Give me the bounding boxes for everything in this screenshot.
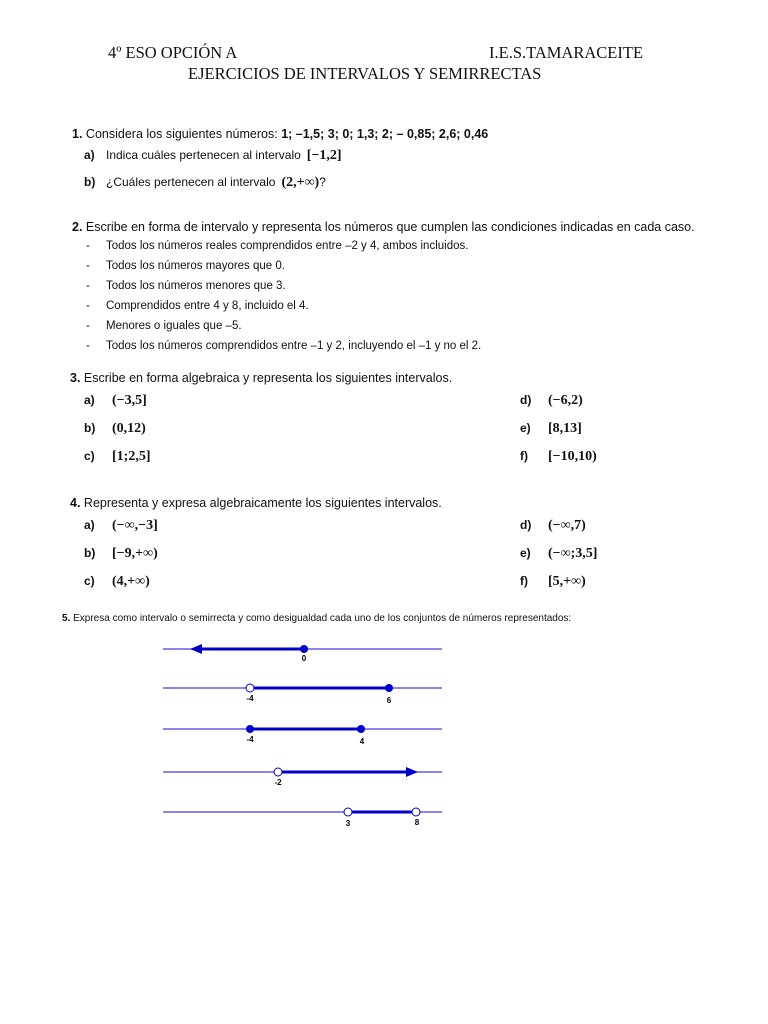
- question-5-text: Expresa como intervalo o semirrecta y como desigualdad cada uno de los conjuntos de números representados:: [73, 613, 572, 624]
- question-4f: f) [5,+∞): [520, 574, 586, 589]
- open-endpoint: [246, 684, 254, 692]
- question-2-item: - Comprendidos entre 4 y 8, incluido el 4.: [86, 300, 309, 312]
- question-2-item: - Todos los números menores que 3.: [86, 280, 286, 292]
- question-3d: d) (−6,2): [520, 393, 583, 408]
- tick-label: 3: [345, 819, 351, 828]
- question-3-text: Escribe en forma algebraica y representa los siguientes intervalos.: [83, 371, 453, 385]
- question-5: [62, 613, 571, 624]
- question-4: [70, 496, 442, 510]
- question-1b-end: ?: [319, 175, 326, 189]
- number-line-2: [163, 684, 442, 705]
- tick-label: 0: [301, 654, 307, 663]
- question-1a-math: [−1,2]: [306, 148, 342, 163]
- question-1b-text: ¿Cuáles pertenecen al intervalo: [106, 175, 276, 189]
- question-1-number: 1.: [72, 127, 83, 141]
- page-title: EJERCICIOS DE INTERVALOS Y SEMIRRECTAS: [188, 64, 542, 83]
- question-2-text: Escribe en forma de intervalo y representa los números que cumplen las condiciones indicadas en cada caso.: [85, 220, 695, 234]
- question-4-text: Representa y expresa algebraicamente los siguientes intervalos.: [83, 496, 442, 510]
- question-4-number: 4.: [70, 496, 81, 510]
- question-4d: d) (−∞,7): [520, 518, 586, 533]
- question-3e: e) [8,13]: [520, 421, 582, 436]
- tick-label: -4: [246, 735, 254, 744]
- question-1a-label: a): [84, 148, 95, 162]
- closed-endpoint: [385, 684, 393, 692]
- header-left: 4º ESO OPCIÓN A: [108, 43, 238, 62]
- arrow-left-icon: [190, 644, 202, 654]
- question-1b: [84, 175, 326, 191]
- question-1b-math: (2,+∞): [281, 175, 320, 190]
- question-1b-label: b): [84, 175, 96, 189]
- closed-endpoint: [300, 645, 308, 653]
- number-line-1: [163, 644, 442, 663]
- open-endpoint: [344, 808, 352, 816]
- tick-label: 8: [414, 818, 420, 827]
- question-4b: b) [−9,+∞): [84, 546, 158, 561]
- question-3: [70, 371, 452, 385]
- question-3f: f) [−10,10): [520, 449, 597, 464]
- question-1a-text: Indica cuáles pertenecen al intervalo: [106, 148, 301, 162]
- header-right: I.E.S.TAMARACEITE: [489, 43, 644, 62]
- question-1-numbers: 1; –1,5; 3; 0; 1,3; 2; – 0,85; 2,6; 0,46: [281, 127, 489, 141]
- question-3c: c) [1;2,5]: [84, 449, 151, 464]
- closed-endpoint: [246, 725, 254, 733]
- open-endpoint: [412, 808, 420, 816]
- tick-label: -2: [274, 778, 282, 787]
- question-2-item: - Todos los números comprendidos entre –1 y 2, incluyendo el –1 y no el 2.: [86, 340, 482, 352]
- question-2-item: - Menores o iguales que –5.: [86, 320, 242, 332]
- number-line-3: [163, 725, 442, 746]
- tick-label: 4: [359, 737, 365, 746]
- open-endpoint: [274, 768, 282, 776]
- question-1a: [84, 148, 342, 164]
- question-4c: c) (4,+∞): [84, 574, 150, 589]
- number-line-5: [163, 808, 442, 828]
- question-3-number: 3.: [70, 371, 81, 385]
- question-2: [72, 220, 695, 234]
- tick-label: -4: [246, 694, 254, 703]
- tick-label: 6: [386, 696, 392, 705]
- question-4a: a) (−∞,−3]: [84, 518, 158, 533]
- question-3b: b) (0,12): [84, 421, 146, 436]
- question-3a: a) (−3,5]: [84, 393, 147, 408]
- question-2-number: 2.: [72, 220, 83, 234]
- arrow-right-icon: [406, 767, 418, 777]
- question-5-number: 5.: [62, 613, 71, 624]
- question-1: [72, 127, 488, 141]
- number-line-4: [163, 767, 442, 787]
- question-1-text: Considera los siguientes números:: [85, 127, 278, 141]
- question-2-item: - Todos los números mayores que 0.: [86, 260, 285, 272]
- question-2-item: - Todos los números reales comprendidos entre –2 y 4, ambos incluidos.: [86, 240, 469, 252]
- question-4e: e) (−∞;3,5]: [520, 546, 598, 561]
- closed-endpoint: [357, 725, 365, 733]
